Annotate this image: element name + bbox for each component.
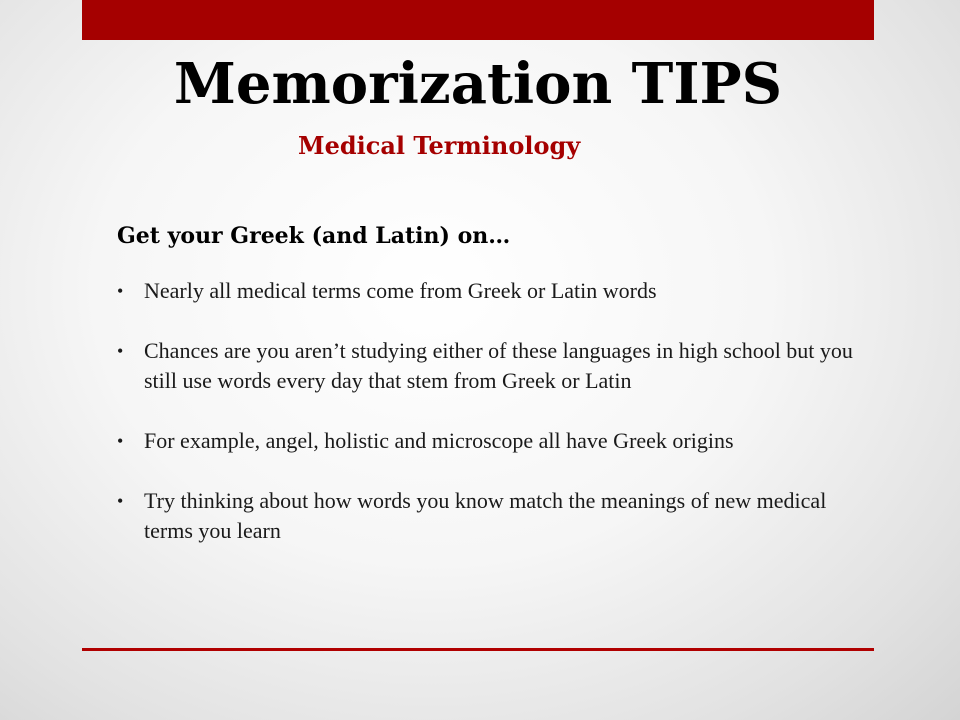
bullet-icon: •	[117, 281, 124, 301]
slide-title: Memorization TIPS	[173, 51, 783, 117]
bullet-item	[117, 276, 877, 306]
bullet-icon: •	[117, 431, 124, 451]
bullet-item	[117, 426, 877, 456]
slide-content	[117, 220, 877, 576]
bullet-icon: •	[117, 491, 124, 511]
bullet-icon: •	[117, 341, 124, 361]
bullet-item	[117, 336, 877, 396]
bottom-divider	[82, 648, 874, 651]
slide-subtitle: Medical Terminology	[298, 131, 581, 160]
top-accent-bar	[82, 0, 874, 40]
section-heading: Get your Greek (and Latin) on…	[117, 223, 511, 249]
bullet-text: Try thinking about how words you know match the meanings of new medical terms you learn	[144, 488, 827, 543]
bullet-list	[117, 276, 877, 546]
bullet-text: For example, angel, holistic and microscope all have Greek origins	[144, 428, 734, 453]
bullet-text: Nearly all medical terms come from Greek or Latin words	[144, 278, 657, 303]
bullet-item	[117, 486, 877, 546]
bullet-text: Chances are you aren’t studying either of these languages in high school but you still use words every day that stem from Greek or Latin	[144, 338, 853, 393]
